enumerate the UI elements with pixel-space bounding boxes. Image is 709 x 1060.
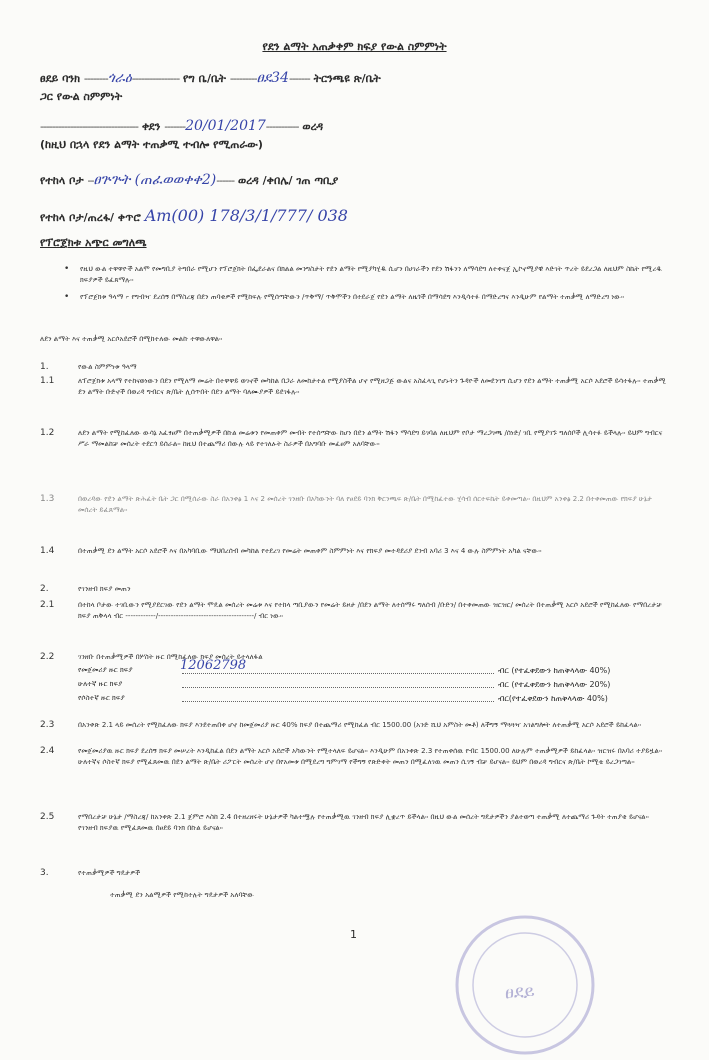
home-handwritten: ፀደ34 [256, 70, 289, 86]
clause-2-4-text: የመጀመሪያዉ ዙር ክፍያ ደረሰኝ ክፍያ መሠረት እንዲከፈል በደን ልማት አርሶ አደሮች አካውንት የሚተላለፍ ይሆናል፡፡ እንዲሁም በአንቀጽ 2.3 የተጠቀሰዉ የብር 1500.00 ለሁሉም ተጠቃሚዎች ይከፈላል፡፡ ዝርዝሩ በአባሪ ተያይዟል፡፡ ሁለተኛና ሶስተኛ ክፍያ የሚፈጸመዉ በደን ልማት ጽ/ቤት ሪፖርት መሰረት ሆኖ በየአመቱ በሚደረግ ግምገማ የችግኝ የጽድቀት መጠን በሚፈለገዉ መጠን ሲገኝ ብቻ ይሆናል፡፡ ይህም በወረዳ ግብርና ጽ/ቤት ኮሚቴ ይረጋገጣል፡፡ [78, 747, 663, 766]
address-1-label: የተከላ ቦታ [40, 174, 84, 187]
section-1-title: የውል ስምምነቱ ዓላማ [78, 363, 137, 371]
home-label: የግ ቤ/ቤት [183, 72, 226, 85]
project-summary-heading: የፕሮጀክቱ አጭር መግለጫ [40, 236, 147, 249]
section-2-number: 2. [40, 584, 49, 594]
section-1-number: 1. [40, 362, 49, 372]
date-suffix: ወረዳ [302, 120, 324, 133]
document-title: የደን ልማት አጠቃቀም ክፍያ የውል ስምምነት [262, 40, 447, 53]
address-row-1: የተከላ ቦታ --ፀጕጕት (ጠፈወወቀቀ2)------ ወረዳ /ቀበሌ/ ገጠ ጣቢያ [40, 172, 339, 188]
allocation-percent: ብር(የተፈቀደውን ከጠቅላላው 40%) [498, 694, 608, 703]
section-3-text: ተጠቃሚ ደን አልሚዎች የሚከተሉት ግዴታዎች አለባቸው [110, 891, 255, 899]
allocation-row-2 [78, 680, 638, 690]
clause-2-1-text: በተከላ ቦታው ተገቢውን የሚያደርገው የደን ልማት ሞዴል መሰረት መሬቱ እና የተከላ ጣቢያውን የመሬት ይዞታ /በደን ልማት ለተሰማሩ ግለሰብ /ቡድን/ በተቀመጠው ዝርዝር/ መሰረት በተጠቃሚ አርሶ አደሮች የሚከፈለው የማበረታቻ ክፍያ ጠቅላላ ብር ------------/--------------------------------------/ ብር ነው፡፡ [78, 601, 662, 620]
allocation-label: የሶስተኛ ዙር ክፍያ [78, 694, 125, 702]
clause-2-2-text: ገንዘቡ በተጠቃሚዎች በሦስት ዙር በሚከፈለው ክፍያ መሰረት ይተላለፋል [78, 653, 263, 661]
date-label: ቀደን [141, 120, 161, 133]
bank-label: ፀደይ ባንክ [40, 72, 81, 85]
clause-1-2-number: 1.2 [40, 428, 55, 438]
clause-1-3-text: በወረዳው የደን ልማት ጽሕፈት ቤት ጋር በሚሰራው ስራ በአንቀፅ 1 እና 2 መሰረት ገንዘቡ በአካውንት ባለ የፀደይ ባንክ ቅርንጫፍ ጽ/ቤት በሚከፈተው ሂሳብ ሰርተፍኬት ይቀመጣል፡፡ በዚህም አንቀፅ 2.2 በተቀመጠው የክፍያ ሁኔታ መሰረት ይፈጸማል፡፡ [78, 495, 653, 514]
address-1-handwritten: ፀጕጕት (ጠፈወወቀቀ2) [93, 172, 217, 188]
clause-2-4-number: 2.4 [40, 746, 55, 756]
clause-2-5-text: የማበረታቻ ሁኔታ /ማስረጃ/ ከአንቀጽ 2.1 ጀምሮ እስከ 2.4 በተዘረዘሩት ሁኔታዎች ካልተሟሉ የተጠቃሚዉ ገንዘብ ክፍያ ሊቋረጥ ይችላል፡፡ በዚህ ውል መሰረት ግዴታዎችን ያልተወጣ ተጠቃሚ ለተጨማሪ ጉዳት ተጠያቂ ይሆናል፡፡ የገንዘብ ክፍያዉ የሚፈጸመዉ በፀደይ ባንክ በኩል ይሆናል፡፡ [78, 813, 649, 832]
address-2-handwritten: Am(00) 178/3/1/777/ 038 [144, 206, 348, 225]
stamp-text: ፀደይ [505, 982, 535, 1003]
allocation-label: ሁለተኛ ዙር ክፍያ [78, 680, 123, 688]
district-label: ትርንጫዩ ጽ/ቤት [313, 72, 381, 85]
intro-line: ለደን ልማት እና ተጠቃሚ አርሶአደሮች በሚከተለው መልኩ ተዋውለዋል፡፡ [40, 335, 223, 343]
clause-1-4-number: 1.4 [40, 546, 55, 556]
section-2-title: የገንዘብ ክፍያ መጠን [78, 585, 131, 593]
bullet-marker: • [64, 264, 70, 274]
party-row-2: ጋር የውል ስምምነት [40, 90, 123, 103]
address-1-suffix: ወረዳ /ቀበሌ/ ገጠ ጣቢያ [237, 174, 339, 187]
clause-1-4-text: በተጠቃሚ ደን ልማት አርሶ አደሮች እና በአካባቢው ማህበረሰብ መካከል የተደረገ የመሬት መጠቀም ስምምነት እና የክፍያ መተዳደሪያ ደንብ አባሪ 3 እና 4 ውሉ ስምምነት አካል ናቸው፡፡ [78, 547, 542, 555]
date-row: --------------------------------- ቀደን -------20/01/2017----------- ወረዳ [40, 118, 324, 134]
date-handwritten: 20/01/2017 [185, 118, 266, 134]
bullet-2: የፕሮጀክቱ ዓላማ ፦ የግብዣ ደረሰኝ በማስረጃ በደን ጠባቂዎች የሚከፍሉ የሚሰጣቸውን /ጥቅማ/ ጥቅሞችን በተደራጀ የደን ልማት ለዜጎች በማሳደግ እንዲሳተፉ በማድረግና እንዲሁም የልማት ተጠቃሚ ለማድረግ ነው፡፡ [80, 293, 625, 301]
page-number: 1 [350, 928, 357, 941]
clause-1-1-number: 1.1 [40, 376, 55, 386]
bullet-1: የዚህ ውል ተዋዋዮች አልሞ የመግቢያ ትግበራ የሚሆን የፕሮጀክት በፌደራልና በክልል መንግስታት የደን ልማት የሚያካሂዱ ሲሆን በሀገራችን የደን ሽፋንን ለማሳደግ ለተቀናጀ ኢኮኖሚያዊ እድገት ጥረት ይደረጋል ለዚህም ስኬት የሚረዱ ክፍያዎች ይፈጸማሉ፡፡ [80, 265, 662, 284]
clause-2-5-number: 2.5 [40, 812, 55, 822]
allocation-handwritten-amount: 12062798 [180, 658, 247, 673]
clause-2-2-number: 2.2 [40, 652, 55, 662]
clause-2-1-number: 2.1 [40, 600, 55, 610]
clause-1-2-text: ለደን ልማት የሚከፈለው ውሳኔ አፈፃፀም በተጠቃሚዎች በኩል መሬቱን የመጠቀም መብት የተሰጣቸው ከሆነ በደን ልማት ሽፋን ማሳደግ ይገባል ለዚህም የቦታ ማረጋገጫ /ሰነድ/ ገቢ የሚያገኙ ግለሰቦች ሊሳተፉ ይችላሉ፡፡ ይህም ግብርና ሥራ ማመልከቻ መሰረት ተደርጎ ይሰራል፡፡ ከዚህ በተጨማሪ በውሉ ላይ የተገለፁት ስራዎች በአግባቡ መፈፀም አለባቸው፡፡ [78, 429, 663, 448]
official-stamp [450, 910, 600, 1060]
allocation-blank [182, 666, 494, 674]
allocation-row-3 [78, 694, 638, 704]
allocation-row-1 [78, 666, 638, 676]
address-row-2 [40, 206, 348, 225]
party-row-1: ፀደይ ባንክ --------ጎራዕ---------------- የግ ቤ/ቤት ---------ፀደ34------- ትርንጫዩ ጽ/ቤት [40, 70, 381, 86]
section-3-number: 3. [40, 868, 49, 878]
address-2-label: የተከላ ቦታ/ጠረፋ/ ቀጥሮ [40, 211, 141, 224]
allocation-blank [182, 694, 494, 702]
clause-1-1-text: ለፕሮጀክቱ አላማ የተከናወነውን በደን የሚለማ መሬት በተዋዋይ ወገኖች መካከል በጋራ ለመከታተል የሚያስችል ሆኖ የሚዘጋጅ ውልና አስፈላጊ የሆኑትን ጉዳዮች ለመደንገግ ሲሆን የደን ልማት ተጠቃሚ አርሶ አደሮች ይሳተፋሉ፡፡ ተጠቃሚ ደን ልማት ቡድኖች በወረዳ ግብርና ጽ/ቤት ሊሰጥበት በደን ልማት ባለሙያዎች ይደገፋሉ፡፡ [78, 377, 666, 396]
clause-1-3-number: 1.3 [40, 494, 55, 504]
allocation-percent: ብር (የተፈቀደውን ከጠቅላላው 20%) [498, 680, 611, 689]
clause-2-3-number: 2.3 [40, 720, 55, 730]
bank-handwritten: ጎራዕ [107, 70, 132, 86]
allocation-label: የመጀመሪያ ዙር ክፍያ [78, 666, 133, 674]
allocation-blank [182, 680, 494, 688]
section-3-title: የተጠቃሚዎች ግዴታዎች [78, 869, 141, 877]
clause-2-3-text: በአንቀጽ 2.1 ላይ መሰረት የሚከፈለው ክፍያ እንደተጠበቀ ሆኖ ከመጀመሪያ ዙር 40% ክፍያ በተጨማሪ የሚከፈል ብር 1500.00 (አንድ ሺህ አምስት መቶ) ለችግኝ ማጓጓዣ አገልግሎት ለተጠቃሚ አርሶ አደሮች ይከፈላል፡፡ [78, 721, 642, 729]
bullet-marker: • [64, 292, 70, 302]
allocation-percent: ብር (የተፈቀደውን ከጠቅላላው 40%) [498, 666, 611, 675]
parenthetical-note: (ከዚህ በኋላ የደን ልማት ተጠቃሚ ተብሎ የሚጠራው) [40, 138, 263, 151]
